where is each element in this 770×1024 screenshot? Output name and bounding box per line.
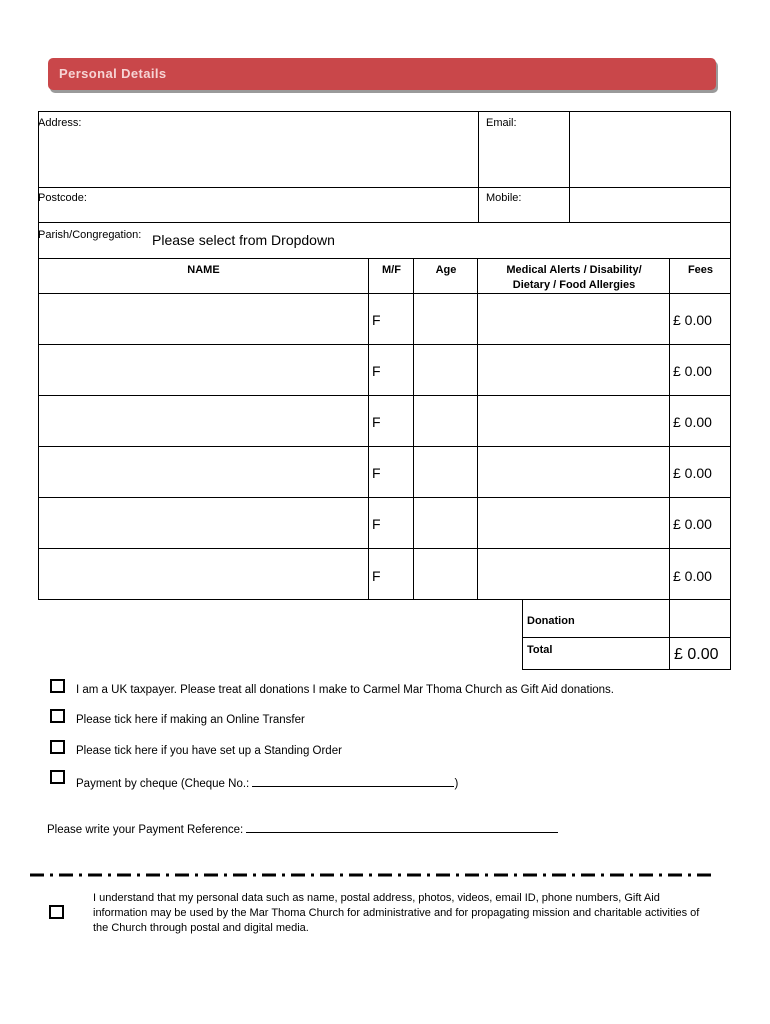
address-label: Address: <box>38 117 82 129</box>
header-age: Age <box>435 264 457 276</box>
standing-order-checkbox[interactable] <box>50 740 65 754</box>
online-transfer-checkbox[interactable] <box>50 709 65 723</box>
row-fee: £ 0.00 <box>673 312 712 328</box>
cheque-number-field[interactable] <box>252 775 454 787</box>
row-fee: £ 0.00 <box>673 363 712 379</box>
parish-dropdown[interactable]: Please select from Dropdown <box>152 232 335 248</box>
gift-aid-label: I am a UK taxpayer. Please treat all donations I make to Carmel Mar Thoma Church as Gift Aid donations. <box>76 684 614 696</box>
gift-aid-checkbox[interactable] <box>50 679 65 693</box>
donation-label: Donation <box>527 615 575 627</box>
payment-reference-field[interactable] <box>246 821 558 833</box>
postcode-label: Postcode: <box>38 192 87 204</box>
table-row[interactable] <box>39 498 368 548</box>
email-label: Email: <box>486 117 517 129</box>
header-name: NAME <box>187 264 220 276</box>
consent-text: I understand that my personal data such as name, postal address, photos, videos, email ID, phone numbers, Gift Aid information may be used by the Mar Thoma Church for administrative and for propagating mission and charitable activities of the Church through postal and digital media. <box>93 892 700 934</box>
row-fee: £ 0.00 <box>673 516 712 532</box>
row-mf[interactable]: F <box>372 312 381 328</box>
table-row[interactable] <box>39 549 368 599</box>
row-mf[interactable]: F <box>372 516 381 532</box>
cheque-close: ) <box>454 778 459 790</box>
header-medical-line2: Dietary / Food Allergies <box>512 279 636 291</box>
row-fee: £ 0.00 <box>673 414 712 430</box>
table-row[interactable] <box>39 396 368 446</box>
row-mf[interactable]: F <box>372 414 381 430</box>
consent-checkbox[interactable] <box>49 905 64 919</box>
total-value: £ 0.00 <box>674 646 719 663</box>
online-transfer-label: Please tick here if making an Online Transfer <box>76 714 305 726</box>
standing-order-label: Please tick here if you have set up a Standing Order <box>76 745 342 757</box>
row-fee: £ 0.00 <box>673 465 712 481</box>
parish-label: Parish/Congregation: <box>38 229 142 241</box>
row-fee: £ 0.00 <box>673 568 712 584</box>
row-mf[interactable]: F <box>372 568 381 584</box>
cheque-row <box>76 775 458 790</box>
table-row[interactable] <box>39 345 368 395</box>
payment-reference-label: Please write your Payment Reference: <box>47 824 247 836</box>
row-mf[interactable]: F <box>372 465 381 481</box>
header-medical-line1: Medical Alerts / Disability/ <box>506 264 642 276</box>
cut-line <box>30 873 712 877</box>
payment-reference-row <box>47 821 558 836</box>
header-medical <box>478 263 670 293</box>
cheque-checkbox[interactable] <box>50 770 65 784</box>
donation-field[interactable] <box>670 600 730 637</box>
mobile-label: Mobile: <box>486 192 522 204</box>
header-fees: Fees <box>687 264 714 276</box>
table-row[interactable] <box>39 294 368 344</box>
header-mf: M/F <box>382 264 401 276</box>
section-title: Personal Details <box>59 66 167 81</box>
total-label: Total <box>527 644 553 656</box>
table-row[interactable] <box>39 447 368 497</box>
row-mf[interactable]: F <box>372 363 381 379</box>
cheque-label: Payment by cheque (Cheque No.: <box>76 778 253 790</box>
